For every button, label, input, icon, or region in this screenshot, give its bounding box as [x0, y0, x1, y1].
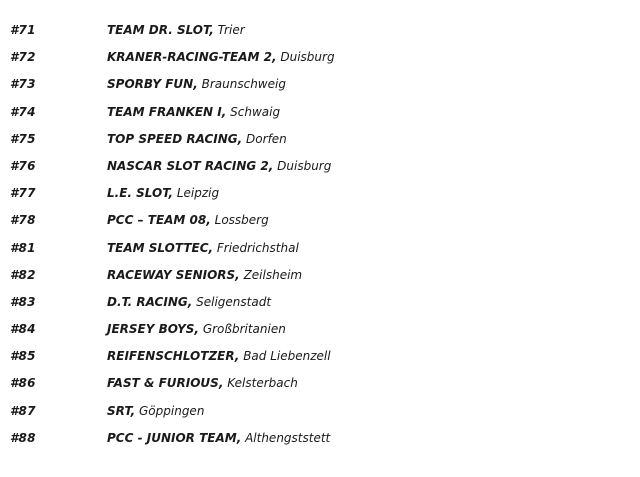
team-row	[0, 321, 640, 348]
team-name: KRANER-RACING-TEAM 2,	[107, 50, 277, 65]
team-row	[0, 348, 640, 375]
team-number: #72	[10, 50, 36, 65]
team-row	[0, 267, 640, 294]
team-entry	[107, 267, 302, 284]
team-name: TOP SPEED RACING,	[107, 131, 243, 146]
team-row	[0, 104, 640, 131]
team-number: #81	[10, 240, 36, 255]
team-entry	[107, 104, 280, 121]
team-name: SRT,	[107, 403, 136, 418]
team-entry	[107, 49, 335, 66]
team-city: Althengststett	[245, 430, 331, 445]
team-number: #73	[10, 77, 36, 92]
team-name: PCC - JUNIOR TEAM,	[107, 430, 242, 445]
team-city: Friedrichsthal	[216, 240, 299, 255]
team-city: Trier	[217, 23, 245, 37]
team-name: PCC – TEAM 08,	[107, 213, 211, 228]
team-city: Göppingen	[139, 403, 205, 418]
team-city: Dorfen	[246, 131, 287, 146]
team-number: #82	[10, 267, 36, 282]
team-list	[0, 22, 640, 457]
team-city: Kelsterbach	[227, 376, 298, 391]
team-row	[0, 131, 640, 158]
team-row	[0, 430, 640, 457]
team-city: Zeilsheim	[243, 267, 303, 282]
team-name: SPORBY FUN,	[107, 77, 198, 92]
team-entry	[107, 375, 298, 392]
team-city: Leipzig	[176, 186, 220, 201]
team-city: Lossberg	[214, 213, 269, 228]
team-entry	[107, 403, 204, 420]
team-name: TEAM FRANKEN I,	[107, 104, 227, 119]
team-entry	[107, 22, 245, 39]
team-name: L.E. SLOT,	[107, 186, 174, 201]
team-city: Braunschweig	[201, 77, 286, 92]
team-entry	[107, 76, 286, 93]
team-name: JERSEY BOYS,	[107, 322, 199, 337]
team-name: FAST & FURIOUS,	[107, 376, 224, 391]
team-number: #74	[10, 104, 36, 119]
team-entry	[107, 430, 330, 447]
team-entry	[107, 131, 287, 148]
team-number: #83	[10, 294, 36, 309]
team-number: #76	[10, 158, 36, 173]
team-city: Duisburg	[280, 50, 335, 65]
team-name: TEAM SLOTTEC,	[107, 240, 214, 255]
team-row	[0, 158, 640, 185]
team-number: #88	[10, 430, 36, 445]
team-city: Duisburg	[277, 158, 332, 173]
team-number: #86	[10, 376, 36, 391]
team-number: #75	[10, 131, 36, 146]
team-entry	[107, 185, 219, 202]
team-number: #87	[10, 403, 36, 418]
team-city: Großbritanien	[202, 322, 286, 337]
team-city: Seligenstadt	[196, 294, 272, 309]
team-row	[0, 49, 640, 76]
team-entry	[107, 240, 299, 257]
team-number: #78	[10, 213, 36, 228]
team-row	[0, 240, 640, 267]
team-entry	[107, 348, 331, 365]
team-name: TEAM DR. SLOT,	[107, 23, 214, 37]
team-name: NASCAR SLOT RACING 2,	[107, 158, 274, 173]
team-name: D.T. RACING,	[107, 294, 193, 309]
team-row	[0, 375, 640, 402]
team-entry	[107, 158, 331, 175]
team-row	[0, 212, 640, 239]
team-entry	[107, 321, 286, 338]
team-number: #84	[10, 322, 36, 337]
team-number: #77	[10, 186, 36, 201]
team-row	[0, 403, 640, 430]
team-entry	[107, 212, 269, 229]
team-name: RACEWAY SENIORS,	[107, 267, 240, 282]
team-row	[0, 22, 640, 49]
team-row	[0, 76, 640, 103]
team-entry	[107, 294, 271, 311]
team-name: REIFENSCHLOTZER,	[107, 349, 240, 364]
team-number: #85	[10, 349, 36, 364]
team-number: #71	[10, 23, 36, 37]
team-city: Bad Liebenzell	[243, 349, 331, 364]
team-row	[0, 185, 640, 212]
team-city: Schwaig	[230, 104, 281, 119]
team-row	[0, 294, 640, 321]
